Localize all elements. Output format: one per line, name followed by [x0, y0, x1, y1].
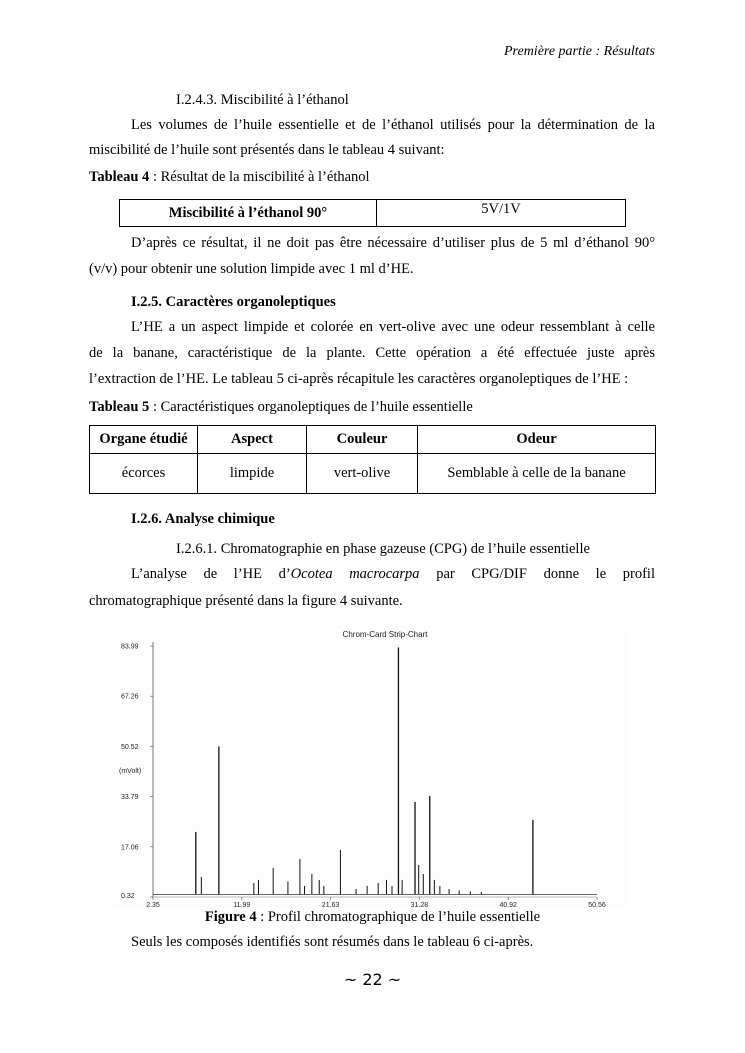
table5: [89, 425, 656, 494]
paragraph-line: [131, 561, 655, 588]
table5-header-cell: Organe étudié: [90, 426, 198, 454]
paragraph-line: chromatographique présenté dans la figure 4 suivante.: [89, 593, 403, 609]
table5-caption: [89, 394, 473, 421]
x-tick-label: 50.56: [588, 902, 606, 908]
table5-caption-label: Tableau 5: [89, 399, 150, 415]
table4-caption: [89, 164, 370, 191]
figure4-caption-label: Figure 4: [204, 909, 257, 925]
paragraph-line: L’HE a un aspect limpide et colorée en vert-olive avec une odeur ressemblant à celle: [131, 319, 655, 335]
y-tick-label: 0.32: [121, 893, 135, 900]
table4: [119, 199, 626, 227]
figure4-caption-text: : Profil chromatographique de l’huile essentielle: [256, 909, 541, 925]
running-header: Première partie : Résultats: [504, 44, 655, 59]
closing-line: Seuls les composés identifiés sont résumés dans le tableau 6 ci-après.: [131, 934, 534, 950]
y-tick-label: 33.79: [121, 794, 139, 802]
species-name: Ocotea macrocarpa: [290, 566, 420, 582]
paragraph-line: Les volumes de l’huile essentielle et de l’éthanol utilisés pour la détermination de la: [131, 117, 655, 133]
chart-ylabel: (mVolt): [119, 768, 142, 775]
page-number: ~ 22 ~: [343, 970, 402, 989]
subheading-i261: I.2.6.1. Chromatographie en phase gazeuse (CPG) de l’huile essentielle: [176, 541, 590, 557]
y-tick-label: 17.06: [121, 844, 139, 852]
paragraph-line: de la banane, caractéristique de la plante. Cette opération a été effectuée juste après: [89, 345, 655, 361]
table5-cell: écorces: [90, 454, 198, 494]
table5-header-cell: Couleur: [307, 426, 418, 454]
x-tick-label: 40.92: [499, 902, 517, 908]
table4-value-cell: 5V/1V: [377, 200, 626, 227]
paragraph-line: miscibilité de l’huile sont présentés dans le tableau 4 suivant:: [89, 142, 445, 158]
x-tick-label: 21.63: [321, 902, 340, 908]
table5-caption-text: : Caractéristiques organoleptiques de l’huile essentielle: [149, 399, 473, 415]
table5-cell: vert-olive: [307, 454, 418, 494]
y-tick-label: 67.26: [121, 693, 139, 701]
x-tick-label: 11.99: [233, 902, 251, 908]
text-fragment: L’analyse de l’HE d’: [131, 566, 291, 582]
table5-header-cell: Aspect: [198, 426, 307, 454]
paragraph-line: (v/v) pour obtenir une solution limpide avec 1 ml d’HE.: [89, 261, 414, 277]
table5-cell: Semblable à celle de la banane: [418, 454, 656, 494]
chromatogram-chart: [113, 626, 626, 908]
y-tick-label: 83.99: [121, 643, 139, 651]
table4-caption-label: Tableau 4: [89, 169, 150, 185]
table4-caption-text: : Résultat de la miscibilité à l’éthanol: [149, 169, 370, 185]
table5-header-cell: Odeur: [418, 426, 656, 454]
text-fragment: par CPG/DIF donne le profil: [419, 566, 655, 582]
heading-i243: I.2.4.3. Miscibilité à l’éthanol: [176, 92, 349, 108]
paragraph-line: l’extraction de l’HE. Le tableau 5 ci-après récapitule les caractères organoleptiques de l’HE :: [89, 371, 629, 387]
figure4-caption: [0, 904, 745, 931]
heading-i26: I.2.6. Analyse chimique: [131, 511, 275, 527]
x-tick-label: 2.35: [146, 902, 160, 908]
chart-title: Chrom-Card Strip-Chart: [342, 630, 428, 639]
y-tick-label: 50.52: [121, 743, 139, 751]
table5-cell: limpide: [198, 454, 307, 494]
x-tick-label: 31.28: [410, 902, 429, 908]
heading-i25: I.2.5. Caractères organoleptiques: [131, 294, 336, 310]
table4-label-cell: Miscibilité à l’éthanol 90°: [120, 200, 377, 227]
paragraph-line: D’après ce résultat, il ne doit pas être nécessaire d’utiliser plus de 5 ml d’éthanol 90°: [131, 235, 655, 251]
